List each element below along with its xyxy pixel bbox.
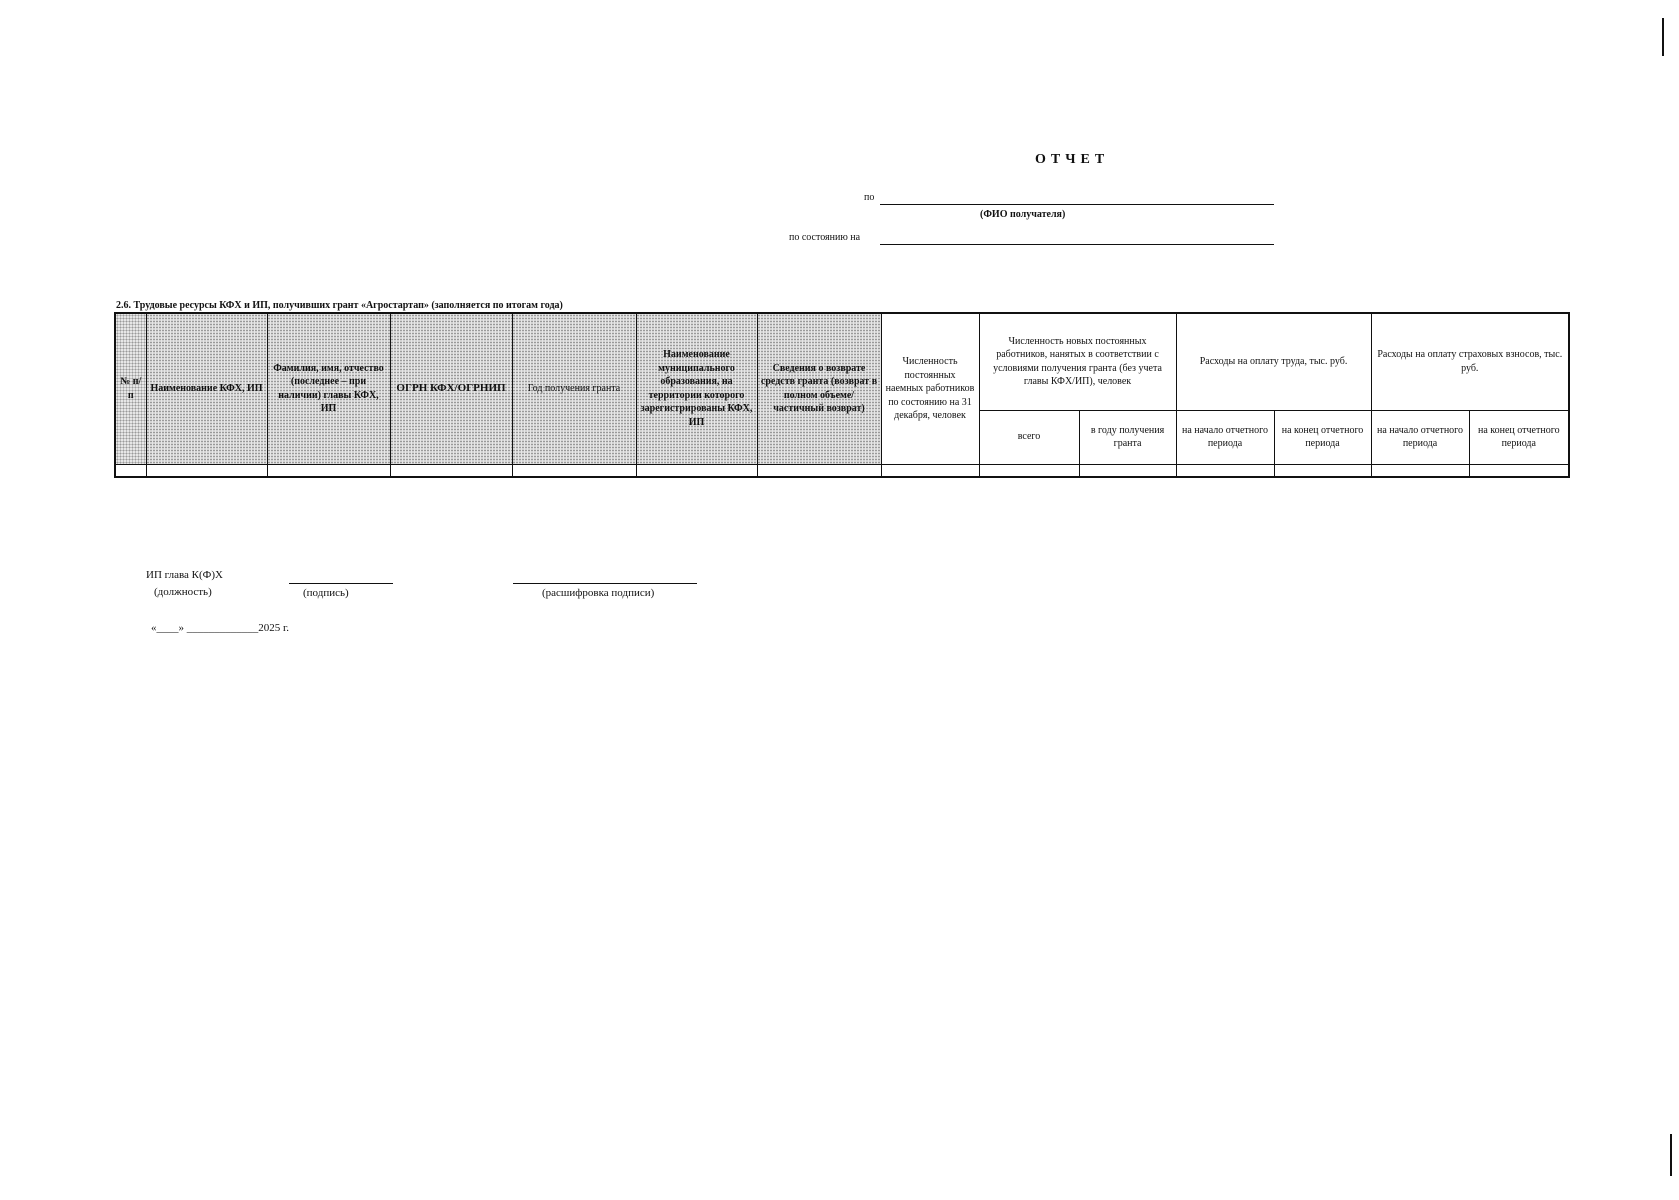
table-cell[interactable]	[146, 464, 267, 477]
table-cell[interactable]	[1274, 464, 1371, 477]
signature-decryption-caption: (расшифровка подписи)	[542, 587, 655, 599]
section-title: 2.6. Трудовые ресурсы КФХ и ИП, получивших грант «Агростартап» (заполняется по итогам года)	[116, 300, 563, 311]
table-cell[interactable]	[1079, 464, 1176, 477]
subheader-insurance-end: на конец отчетного периода	[1469, 410, 1569, 464]
date-day-blank: ____	[156, 622, 179, 634]
table-cell[interactable]	[267, 464, 390, 477]
table-cell[interactable]	[1371, 464, 1469, 477]
table-row	[115, 464, 1569, 477]
report-title: ОТЧЕТ	[1035, 152, 1110, 167]
col-header-insurance-costs: Расходы на оплату страховых взносов, тыс. руб.	[1371, 313, 1569, 410]
table-cell[interactable]	[1176, 464, 1274, 477]
table-cell[interactable]	[757, 464, 881, 477]
recipient-name-line[interactable]	[880, 204, 1274, 205]
col-header-new-workers: Численность новых постоянных работников, нанятых в соответствии с условиями получения гранта (без учета главы КФХ/ИП), человек	[979, 313, 1176, 410]
subheader-labor-start: на начало отчетного периода	[1176, 410, 1274, 464]
date-year-suffix: г.	[283, 622, 290, 634]
date-line[interactable]	[151, 622, 289, 634]
table-cell[interactable]	[1469, 464, 1569, 477]
date-open-quote: «	[151, 622, 157, 634]
col-header-head-full-name: Фамилия, имя, отчество (последнее – при наличии) главы КФХ, ИП	[267, 313, 390, 464]
subheader-labor-end: на конец отчетного периода	[1274, 410, 1371, 464]
signature-decryption-line[interactable]	[513, 583, 697, 584]
col-header-farm-name: Наименование КФХ, ИП	[146, 313, 267, 464]
date-close-quote: »	[178, 622, 184, 634]
subheader-new-workers-total: всего	[979, 410, 1079, 464]
date-month-blank: _____________	[186, 622, 259, 634]
table-cell[interactable]	[979, 464, 1079, 477]
signature-line[interactable]	[289, 583, 393, 584]
col-header-grant-refund: Сведения о возврате средств гранта (возврат в полном объеме/частичный возврат)	[757, 313, 881, 464]
table-cell[interactable]	[512, 464, 636, 477]
scan-edge-mark-top	[1662, 18, 1664, 56]
table-cell[interactable]	[115, 464, 146, 477]
table-cell[interactable]	[636, 464, 757, 477]
position-value: ИП глава К(Ф)Х	[146, 569, 223, 581]
col-header-number: № п/п	[115, 313, 146, 464]
position-caption: (должность)	[154, 586, 212, 598]
subheader-insurance-start: на начало отчетного периода	[1371, 410, 1469, 464]
subheader-new-workers-grant-year: в году получения гранта	[1079, 410, 1176, 464]
scan-edge-mark-bottom	[1670, 1134, 1672, 1176]
recipient-caption: (ФИО получателя)	[980, 209, 1066, 220]
as-of-label: по состоянию на	[789, 232, 861, 243]
col-header-permanent-employees: Численность постоянных наемных работников по состоянию на 31 декабря, человек	[881, 313, 979, 464]
col-header-labor-costs: Расходы на оплату труда, тыс. руб.	[1176, 313, 1371, 410]
date-year: 2025	[258, 622, 281, 634]
col-header-grant-year: Год получения гранта	[512, 313, 636, 464]
as-of-date-line[interactable]	[880, 244, 1274, 245]
signature-caption: (подпись)	[303, 587, 349, 599]
table-cell[interactable]	[390, 464, 512, 477]
col-header-ogrn: ОГРН КФХ/ОГРНИП	[390, 313, 512, 464]
po-label: по	[864, 192, 875, 203]
labor-resources-table	[114, 312, 1570, 478]
col-header-municipality: Наименование муниципального образования, на территории которого зарегистрированы КФХ, ИП	[636, 313, 757, 464]
table-cell[interactable]	[881, 464, 979, 477]
